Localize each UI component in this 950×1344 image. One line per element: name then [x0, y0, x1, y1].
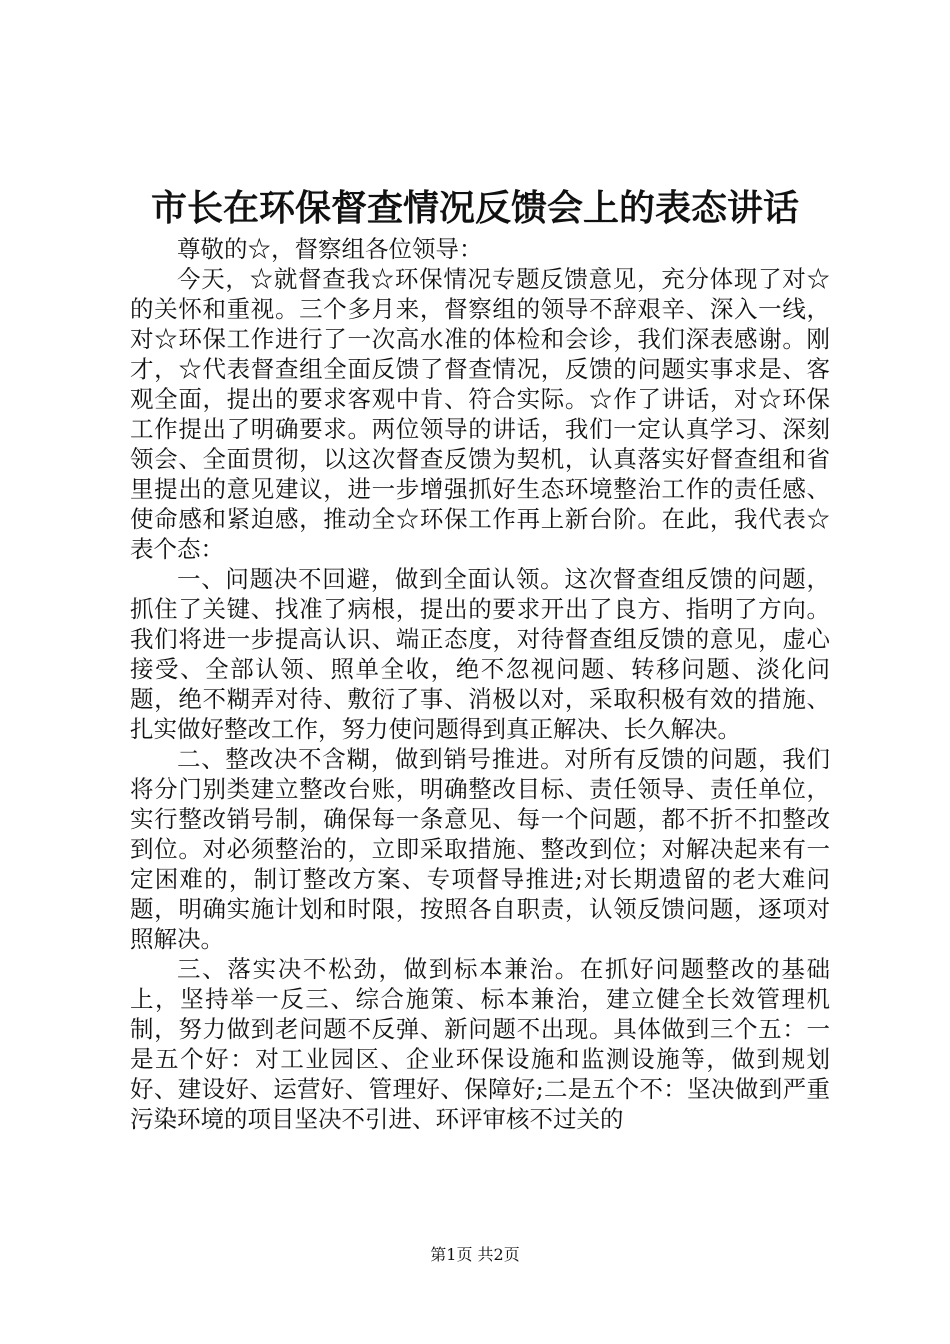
document-body: [130, 234, 830, 1134]
section-three-paragraph: 三、落实决不松劲，做到标本兼治。在抓好问题整改的基础上，坚持举一反三、综合施策、标本兼治，建立健全长效管理机制，努力做到老问题不反弹、新问题不出现。具体做到三个五：一是五个好：对工业园区、企业环保设施和监测设施等，做到规划好、建设好、运营好、管理好、保障好;二是五个不：坚决做到严重污染环境的项目坚决不引进、环评审核不过关的: [130, 955, 830, 1133]
document-title: 市长在环保督查情况反馈会上的表态讲话: [150, 187, 799, 229]
intro-paragraph: 今天，☆就督查我☆环保情况专题反馈意见，充分体现了对☆的关怀和重视。三个多月来，督察组的领导不辞艰辛、深入一线，对☆环保工作进行了一次高水准的体检和会诊，我们深表感谢。刚才，☆代表督查组全面反馈了督查情况，反馈的问题实事求是、客观全面，提出的要求客观中肯、符合实际。☆作了讲话，对☆环保工作提出了明确要求。两位领导的讲话，我们一定认真学习、深刻领会、全面贯彻，以这次督查反馈为契机，认真落实好督查组和省里提出的意见建议，进一步增强抓好生态环境整治工作的责任感、使命感和紧迫感，推动全☆环保工作再上新台阶。在此，我代表☆表个态：: [130, 265, 830, 563]
section-one-paragraph: 一、问题决不回避，做到全面认领。这次督查组反馈的问题，抓住了关键、找准了病根，提出的要求开出了良方、指明了方向。我们将进一步提高认识、端正态度，对待督查组反馈的意见，虚心接受、全部认领、照单全收，绝不忽视问题、转移问题、淡化问题，绝不糊弄对待、敷衍了事、消极以对，采取积极有效的措施、扎实做好整改工作，努力使问题得到真正解决、长久解决。: [130, 565, 830, 743]
page-number-footer: 第1页 共2页: [430, 1245, 520, 1264]
salutation-paragraph: 尊敬的☆，督察组各位领导：: [177, 235, 483, 263]
section-two-paragraph: 二、整改决不含糊，做到销号推进。对所有反馈的问题，我们将分门别类建立整改台账，明确整改目标、责任领导、责任单位，实行整改销号制，确保每一条意见、每一个问题，都不折不扣整改到位。对必须整治的，立即采取措施、整改到位；对解决起来有一定困难的，制订整改方案、专项督导推进;对长期遗留的老大难问题，明确实施计划和时限，按照各自职责，认领反馈问题，逐项对照解决。: [130, 745, 830, 953]
